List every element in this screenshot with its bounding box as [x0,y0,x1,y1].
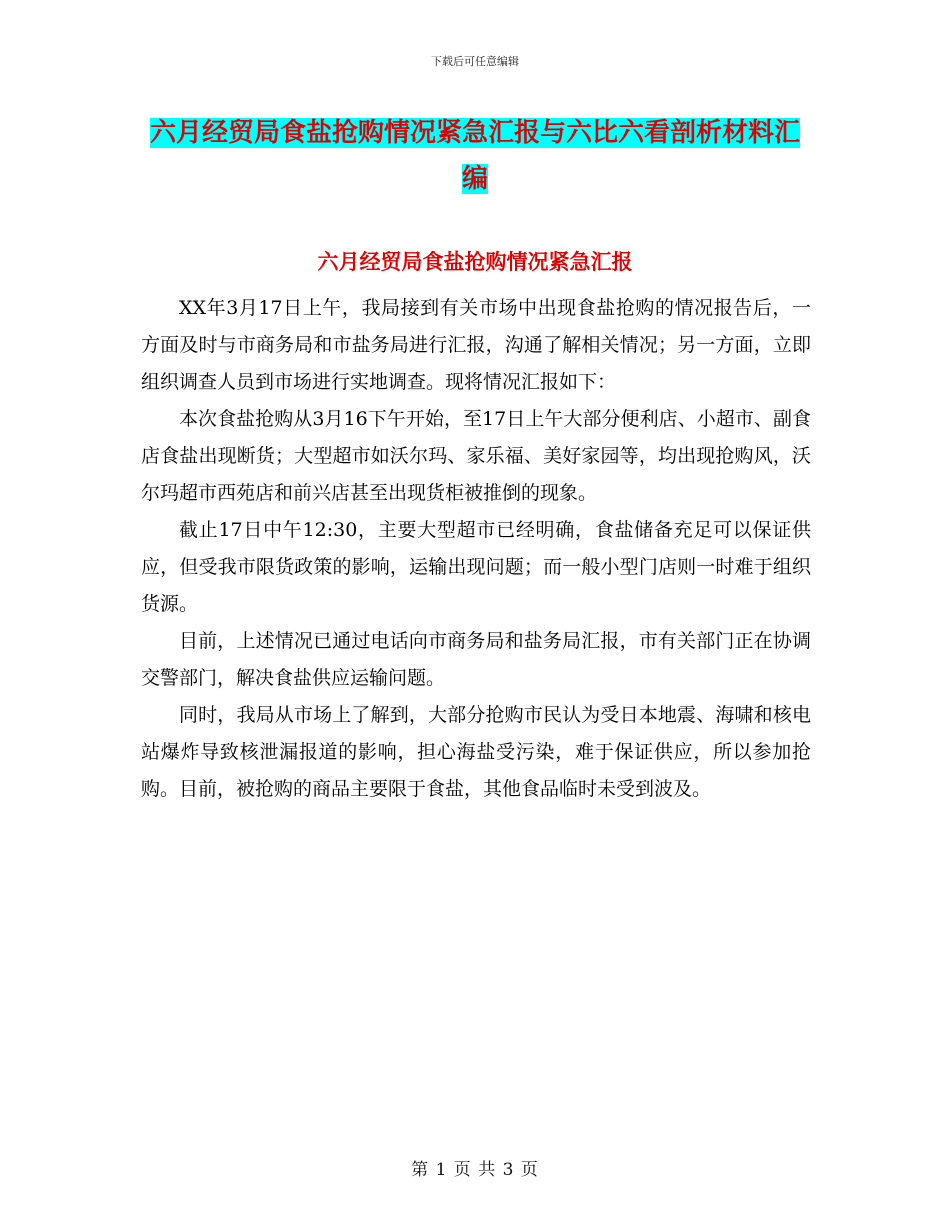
body-text [141,290,811,808]
document-title [150,110,800,202]
paragraph: 同时，我局从市场上了解到，大部分抢购市民认为受日本地震、海啸和核电站爆炸导致核泄漏报道的影响，担心海盐受污染，难于保证供应，所以参加抢购。目前，被抢购的商品主要限于食盐，其他食品临时未受到波及。 [141,704,811,800]
paragraph: 目前，上述情况已通过电话向市商务局和盐务局汇报，市有关部门正在协调交警部门，解决食盐供应运输问题。 [141,630,811,689]
header-note: 下载后可任意编辑 [431,55,519,68]
page-footer: 第 1 页 共 3 页 [411,1160,539,1180]
section-title: 六月经贸局食盐抢购情况紧急汇报 [317,250,633,274]
document-title-text: 六月经贸局食盐抢购情况紧急汇报与六比六看剖析材料汇编 [150,118,801,194]
paragraph: XX年3月17日上午，我局接到有关市场中出现食盐抢购的情况报告后，一方面及时与市商务局和市盐务局进行汇报，沟通了解相关情况；另一方面，立即组织调查人员到市场进行实地调查。现将情况汇报如下： [141,297,811,393]
paragraph: 本次食盐抢购从3月16下午开始，至17日上午大部分便利店、小超市、副食店食盐出现断货；大型超市如沃尔玛、家乐福、美好家园等，均出现抢购风，沃尔玛超市西苑店和前兴店甚至出现货柜被推倒的现象。 [141,408,811,504]
paragraph: 截止17日中午12:30，主要大型超市已经明确，食盐储备充足可以保证供应，但受我市限货政策的影响，运输出现问题；而一般小型门店则一时难于组织货源。 [141,519,811,615]
